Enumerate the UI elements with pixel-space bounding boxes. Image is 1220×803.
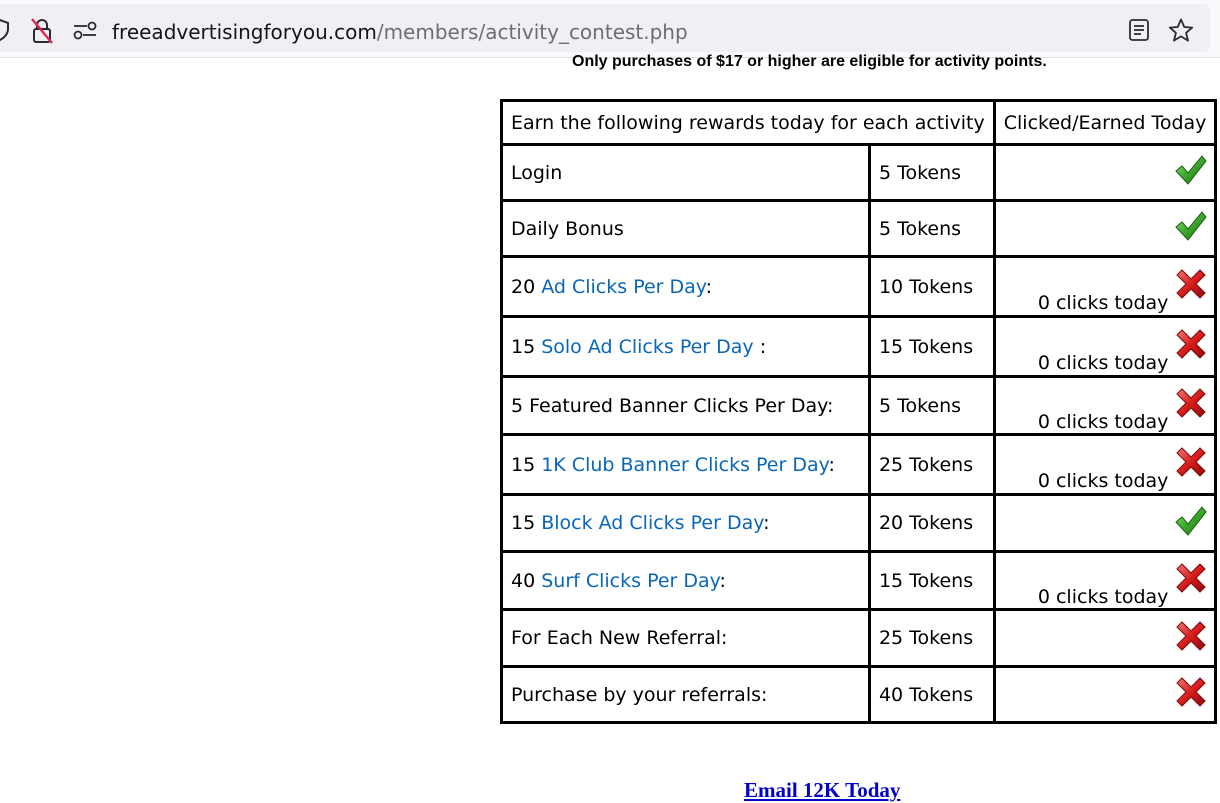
- status-cell: [994, 610, 1216, 667]
- activity-cell: [502, 201, 870, 257]
- activity-link[interactable]: Ad Clicks Per Day: [541, 275, 706, 298]
- table-row: [502, 610, 1216, 667]
- activity-cell: [502, 145, 870, 201]
- status-cell: [994, 495, 1216, 552]
- activity-suffix: :: [828, 453, 835, 476]
- address-bar[interactable]: [0, 4, 1210, 52]
- url-path: /members/activity_contest.php: [376, 20, 688, 44]
- reward-cell: 10 Tokens: [869, 257, 994, 317]
- clicks-today-text: 0 clicks today: [1037, 470, 1169, 492]
- activity-suffix: :: [753, 335, 767, 358]
- permissions-icon[interactable]: [72, 20, 98, 42]
- table-row: [502, 201, 1216, 257]
- activity-prefix: Daily Bonus: [511, 217, 624, 240]
- status-cell: [994, 667, 1216, 723]
- activity-cell: [502, 667, 870, 723]
- reward-cell: 15 Tokens: [869, 317, 994, 377]
- activity-cell: [502, 610, 870, 667]
- cross-icon: [1174, 445, 1208, 484]
- activity-prefix: Login: [511, 161, 563, 184]
- status-cell: [994, 257, 1216, 317]
- activity-prefix: 15: [511, 512, 542, 534]
- activity-prefix: 40: [511, 569, 542, 592]
- status-cell: [994, 201, 1216, 257]
- clicks-today-text: 0 clicks today: [1037, 411, 1169, 433]
- activity-cell: [502, 377, 870, 435]
- activity-prefix: 5 Featured Banner Clicks Per Day:: [511, 394, 834, 417]
- reader-view-icon[interactable]: [1128, 18, 1150, 42]
- cross-icon: [1174, 267, 1208, 306]
- table-row: [502, 667, 1216, 723]
- check-icon: [1174, 153, 1208, 192]
- status-cell: [994, 145, 1216, 201]
- reward-cell: 5 Tokens: [869, 377, 994, 435]
- url-domain: freeadvertisingforyou.com: [112, 20, 377, 44]
- activity-link[interactable]: Solo Ad Clicks Per Day: [541, 335, 754, 358]
- table-row: [502, 435, 1216, 495]
- clicks-today-text: 0 clicks today: [1037, 352, 1169, 374]
- reward-cell: 25 Tokens: [869, 610, 994, 667]
- activity-suffix: :: [705, 275, 713, 298]
- activity-link[interactable]: 1K Club Banner Clicks Per Day: [541, 453, 829, 476]
- status-cell: [994, 317, 1216, 377]
- table-row: [502, 257, 1216, 317]
- activity-link[interactable]: Block Ad Clicks Per Day: [541, 512, 764, 534]
- reward-cell: 15 Tokens: [869, 552, 994, 610]
- bookmark-star-icon[interactable]: [1167, 17, 1195, 45]
- activity-prefix: 15: [511, 335, 542, 358]
- table-row: [502, 495, 1216, 552]
- table-row: [502, 317, 1216, 377]
- clicks-today-text: 0 clicks today: [1037, 586, 1169, 608]
- activity-cell: [502, 435, 870, 495]
- status-cell: [994, 552, 1216, 610]
- cross-icon: [1174, 675, 1208, 714]
- status-cell: [994, 377, 1216, 435]
- header-rewards: Earn the following rewards today for each activity: [502, 101, 995, 145]
- cross-icon: [1174, 327, 1208, 366]
- clicks-today-text: 0 clicks today: [1037, 292, 1169, 314]
- cross-icon: [1174, 619, 1208, 658]
- reward-cell: 5 Tokens: [869, 201, 994, 257]
- activity-suffix: :: [719, 569, 726, 592]
- cross-icon: [1174, 561, 1208, 600]
- activity-cell: [502, 495, 870, 552]
- insecure-lock-icon[interactable]: [30, 17, 56, 45]
- activity-prefix: For Each New Referral:: [511, 627, 728, 649]
- activity-cell: [502, 317, 870, 377]
- reward-cell: 25 Tokens: [869, 435, 994, 495]
- activity-rewards-table: [500, 99, 1217, 724]
- url-text[interactable]: [112, 19, 688, 45]
- table-row: [502, 377, 1216, 435]
- activity-prefix: 15: [511, 453, 542, 476]
- status-cell: [994, 435, 1216, 495]
- activity-cell: [502, 552, 870, 610]
- cross-icon: [1174, 386, 1208, 425]
- activity-prefix: Purchase by your referrals:: [511, 683, 768, 706]
- email-12k-link[interactable]: Email 12K Today: [744, 778, 901, 802]
- activity-cell: [502, 257, 870, 317]
- table-row: [502, 552, 1216, 610]
- table-row: [502, 145, 1216, 201]
- table-header-row: [502, 101, 1216, 145]
- reward-cell: 5 Tokens: [869, 145, 994, 201]
- reward-cell: 20 Tokens: [869, 495, 994, 552]
- check-icon: [1174, 504, 1208, 543]
- activity-prefix: 20: [511, 275, 542, 298]
- reward-cell: 40 Tokens: [869, 667, 994, 723]
- activity-link[interactable]: Surf Clicks Per Day: [541, 569, 720, 592]
- shield-icon[interactable]: [0, 18, 10, 42]
- activity-suffix: :: [763, 512, 770, 534]
- header-clicked-earned: Clicked/Earned Today: [994, 101, 1216, 145]
- eligibility-notice: Only purchases of $17 or higher are eligible for activity points.: [572, 53, 1047, 70]
- check-icon: [1174, 209, 1208, 248]
